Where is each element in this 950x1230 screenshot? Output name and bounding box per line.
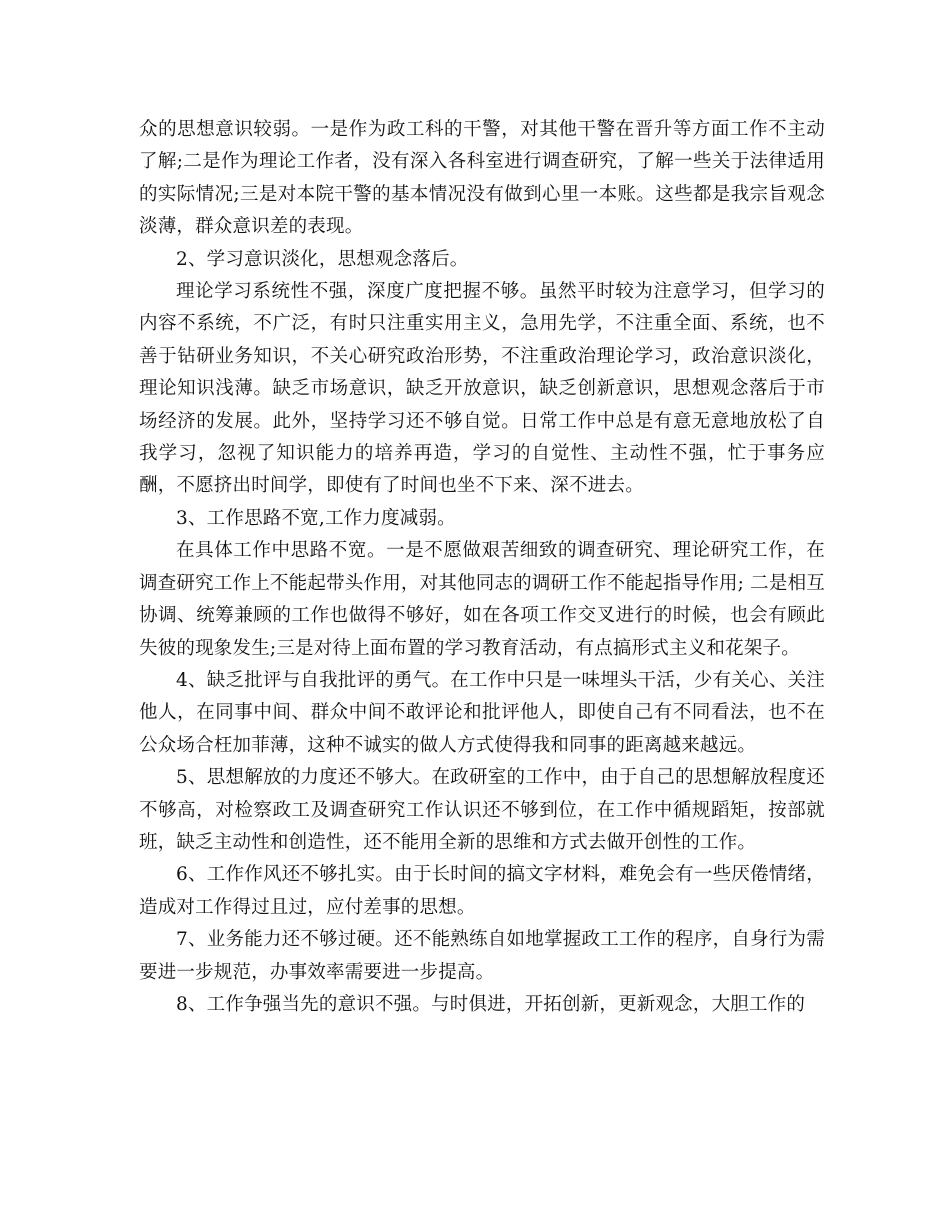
paragraph-item-7: 7、业务能力还不够过硬。还不能熟练自如地掌握政工工作的程序，自身行为需要进一步规范，办事效率需要进一步提高。 xyxy=(139,929,825,983)
paragraph-item-5: 5、思想解放的力度还不够大。在政研室的工作中，由于自己的思想解放程度还不够高，对检察政工及调查研究工作认识还不够到位，在工作中循规蹈矩，按部就班，缺乏主动性和创造性，还不能用全新的思维和方式去做开创性的工作。 xyxy=(139,767,825,853)
paragraph-work-thinking: 在具体工作中思路不宽。一是不愿做艰苦细致的调查研究、理论研究工作，在调查研究工作上不能起带头作用，对其他同志的调研工作不能起指导作用; 二是相互协调、统筹兼顾的工作也做得不够好，如在各项工作交叉进行的时候，也会有顾此失彼的现象发生;三是对待上面布置的学习教育活动，有点搞形式主义和花架子。 xyxy=(139,540,825,659)
paragraph-continuation: 众的思想意识较弱。一是作为政工科的干警，对其他干警在晋升等方面工作不主动了解;二是作为理论工作者，没有深入各科室进行调查研究，了解一些关于法律适用的实际情况;三是对本院干警的基本情况没有做到心里一本账。这些都是我宗旨观念淡薄，群众意识差的表现。 xyxy=(139,119,825,238)
paragraph-item-6: 6、工作作风还不够扎实。由于长时间的搞文字材料，难免会有一些厌倦情绪，造成对工作得过且过，应付差事的思想。 xyxy=(139,864,825,918)
document-page xyxy=(139,114,825,1021)
paragraph-heading-3: 3、工作思路不宽,工作力度减弱。 xyxy=(176,507,456,529)
paragraph-heading-2: 2、学习意识淡化，思想观念落后。 xyxy=(176,248,469,270)
paragraph-item-8: 8、工作争强当先的意识不强。与时俱进，开拓创新，更新观念，大胆工作的 xyxy=(176,993,806,1015)
paragraph-study: 理论学习系统性不强，深度广度把握不够。虽然平时较为注意学习，但学习的内容不系统，不广泛，有时只注重实用主义，急用先学，不注重全面、系统，也不善于钻研业务知识，不关心研究政治形势，不注重政治理论学习，政治意识淡化，理论知识浅薄。缺乏市场意识，缺乏开放意识，缺乏创新意识，思想观念落后于市场经济的发展。此外，坚持学习还不够自觉。日常工作中总是有意无意地放松了自我学习，忽视了知识能力的培养再造，学习的自觉性、主动性不强，忙于事务应酬，不愿挤出时间学，即使有了时间也坐不下来、深不进去。 xyxy=(139,281,825,497)
paragraph-item-4: 4、缺乏批评与自我批评的勇气。在工作中只是一味埋头干活，少有关心、关注他人，在同事中间、群众中间不敢评论和批评他人，即使自己有不同看法，也不在公众场合枉加菲薄，这种不诚实的做人方式使得我和同事的距离越来越远。 xyxy=(139,669,825,756)
